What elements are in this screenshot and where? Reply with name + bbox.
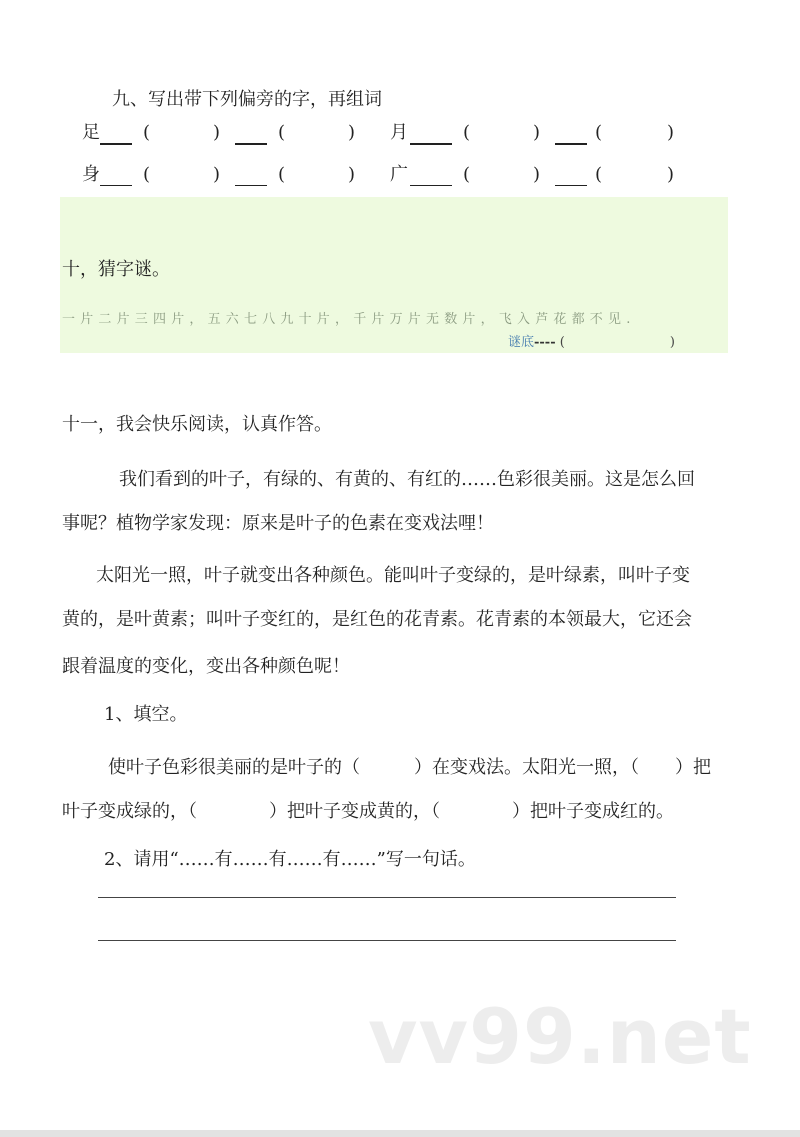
blank[interactable] <box>410 127 452 145</box>
passage-line: 黄的，是叶黄素；叫叶子变红的，是红色的花青素。花青素的本领最大，它还会 <box>62 609 692 630</box>
blank[interactable] <box>410 169 452 186</box>
section11-title: 十一，我会快乐阅读，认真作答。 <box>62 414 332 435</box>
paren-open: ( <box>278 164 286 185</box>
paren-open: ( <box>595 164 603 185</box>
paren-open: ( <box>463 122 471 143</box>
blank[interactable] <box>100 169 132 186</box>
watermark: vv99.net <box>368 992 752 1081</box>
paren-open: ( <box>595 122 603 143</box>
paren-close: ) <box>348 122 356 143</box>
radical: 身 <box>82 164 100 185</box>
blank[interactable] <box>555 127 587 145</box>
section10-title: 十，猜字谜。 <box>62 259 170 280</box>
answer-dash: ---- <box>534 335 556 350</box>
section9-title: 九、写出带下列偏旁的字，再组词 <box>112 89 382 110</box>
paren-close: ) <box>348 164 356 185</box>
paren-close: ) <box>213 164 221 185</box>
passage-line: 事呢？植物学家发现：原来是叶子的色素在变戏法哩！ <box>62 513 494 534</box>
blank[interactable] <box>235 169 267 186</box>
paren-open: ( <box>463 164 471 185</box>
answer-line[interactable] <box>98 940 676 941</box>
question-2-title: 2、请用“……有……有……有……”写一句话。 <box>104 849 476 870</box>
paren-close: ) <box>669 335 675 350</box>
paren-close: ) <box>667 164 675 185</box>
riddle-answer <box>508 331 675 350</box>
blank[interactable] <box>100 127 132 145</box>
answer-line[interactable] <box>98 897 676 898</box>
paren-open: ( <box>278 122 286 143</box>
radical: 广 <box>390 164 408 185</box>
blank[interactable] <box>555 169 587 186</box>
passage-line: 太阳光一照，叶子就变出各种颜色。能叫叶子变绿的，是叶绿素，叫叶子变 <box>96 565 690 586</box>
passage-line: 跟着温度的变化，变出各种颜色呢！ <box>62 656 350 677</box>
question-1-line: 叶子变成绿的，（ ）把叶子变成黄的，（ ）把叶子变成红的。 <box>62 801 674 822</box>
page-bottom-edge <box>0 1130 800 1137</box>
paren-open: ( <box>143 164 151 185</box>
paren-close: ) <box>213 122 221 143</box>
question-1-title: 1、填空。 <box>104 704 188 725</box>
riddle-text: 一片二片三四片，五六七八九十片，千片万片无数片，飞入芦花都不见. <box>62 312 636 327</box>
paren-open: ( <box>143 122 151 143</box>
radical: 月 <box>390 122 408 143</box>
paren-close: ) <box>533 164 541 185</box>
question-1-line: 使叶子色彩很美丽的是叶子的（ ）在变戏法。太阳光一照，（ ）把 <box>108 757 711 778</box>
paren-close: ) <box>667 122 675 143</box>
passage-line: 我们看到的叶子，有绿的、有黄的、有红的……色彩很美丽。这是怎么回 <box>119 469 695 490</box>
paren-open: ( <box>559 335 565 350</box>
paren-close: ) <box>533 122 541 143</box>
blank[interactable] <box>235 127 267 145</box>
answer-label: 谜底 <box>508 335 535 350</box>
radical: 足 <box>82 122 100 143</box>
